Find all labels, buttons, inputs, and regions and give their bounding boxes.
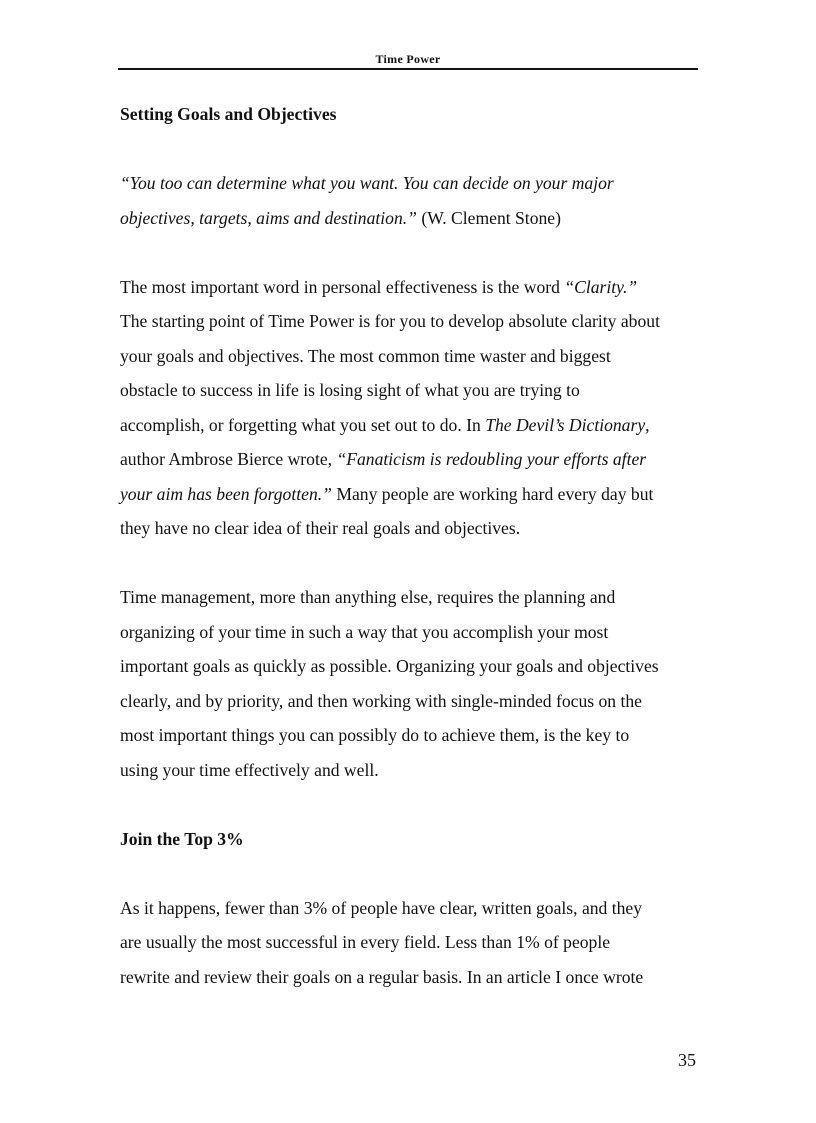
book-title: The Devil’s Dictionary [485,414,646,435]
section-heading-setting-goals: Setting Goals and Objectives [120,104,337,124]
quote-attribution: (W. Clement Stone) [416,207,561,228]
paragraph-clarity: The most important word in personal effectiveness is the word “Clarity.” The starting point of Time Power is for you to develop absolute clarity about your goals and objectives. The most common time waster and biggest obstacle to success in life is losing sight of what you are trying to accomplish, or forgetting what you set out to do. In The Devil’s Dictionary, author Ambrose Bierce wrote, “Fanaticism is redoubling your efforts after your aim has been forgotten.” Many people are working hard every day but they have no clear idea of their real goals and objectives. [120,276,660,538]
quote-line-1: “You too can determine what you want. You can decide on your major [120,173,614,193]
header-rule [118,68,698,70]
section-heading-join-top: Join the Top 3% [120,828,244,849]
paragraph-time-management: Time management, more than anything else, requires the planning and organizing of your time in such a way that you accomplish your most important goals as quickly as possible. Organizing your goals and objectives clearly, and by priority, and then working with single-minded focus on the most important things you can possibly do to achieve them, is the key to using your time effectively and well. [120,587,659,780]
page-body [120,97,710,1029]
epigraph-quote [120,166,710,235]
quote-line-2: objectives, targets, aims and destination.” (W. Clement Stone) [120,207,561,228]
paragraph-written-goals: As it happens, fewer than 3% of people have clear, written goals, and they are usually the most successful in every field. Less than 1% of people rewrite and review their goals on a regular basis. In an article I once wrote [120,897,644,987]
page-number: 35 [678,1050,696,1070]
running-header: Time Power [375,52,441,66]
